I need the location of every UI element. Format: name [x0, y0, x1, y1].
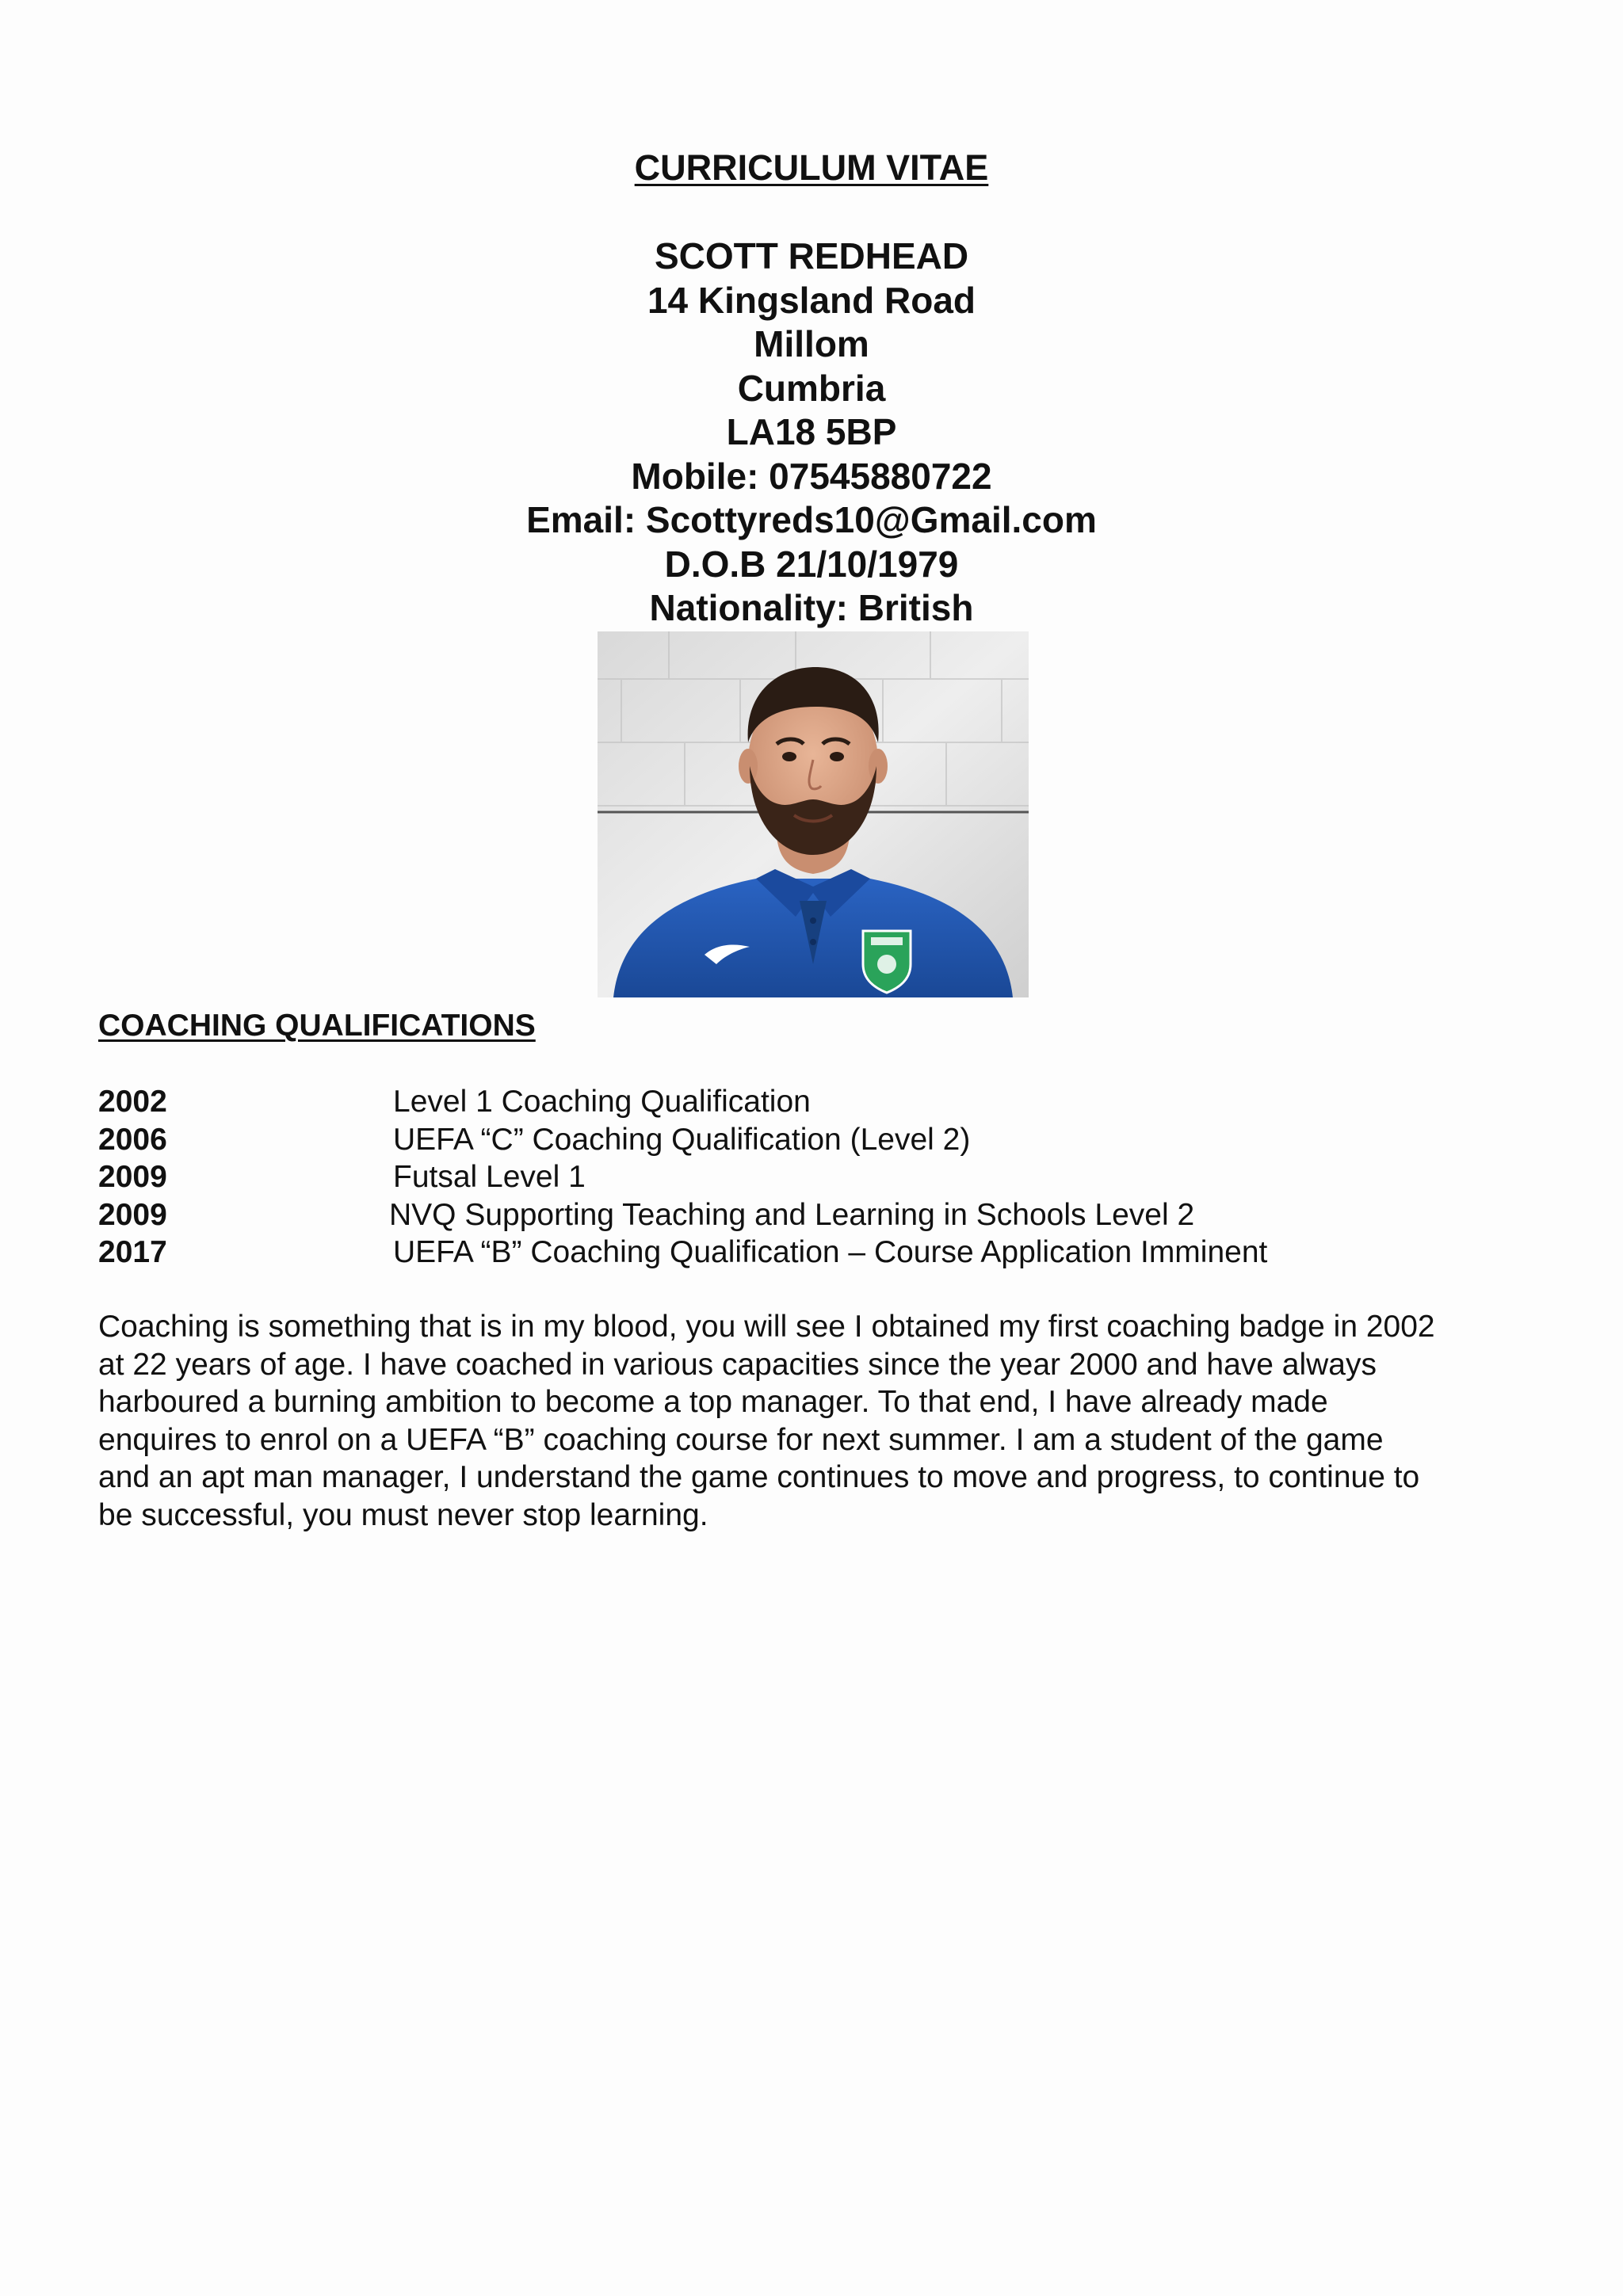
- statement-line: enquires to enrol on a UEFA “B” coaching course for next summer. I am a student of the game: [98, 1422, 1384, 1457]
- qualification-row: [98, 1196, 1541, 1234]
- qualification-title: UEFA “B” Coaching Qualification – Course Application Imminent: [393, 1235, 1268, 1269]
- qualification-title: UEFA “C” Coaching Qualification (Level 2): [393, 1122, 971, 1157]
- profile-photo: [598, 631, 1029, 997]
- qualification-row: [98, 1083, 1541, 1121]
- address-postcode: LA18 5BP: [726, 411, 897, 452]
- email-address: Email: Scottyreds10@Gmail.com: [526, 499, 1097, 540]
- qualification-year: 2009: [98, 1197, 167, 1232]
- address-county: Cumbria: [737, 367, 886, 409]
- mobile-number: Mobile: 07545880722: [631, 455, 992, 497]
- statement-line: harboured a burning ambition to become a top manager. To that end, I have already made: [98, 1385, 1328, 1419]
- qualification-row: [98, 1158, 1541, 1196]
- qualification-year: 2002: [98, 1085, 167, 1119]
- date-of-birth: D.O.B 21/10/1979: [664, 543, 959, 585]
- qualification-year: 2006: [98, 1122, 167, 1157]
- personal-details: [0, 235, 1623, 631]
- full-name: SCOTT REDHEAD: [654, 235, 969, 277]
- qualification-row: [98, 1234, 1541, 1272]
- statement-line: be successful, you must never stop learning.: [98, 1497, 708, 1532]
- statement-line: and an apt man manager, I understand the game continues to move and progress, to continue to: [98, 1460, 1420, 1494]
- qualification-year: 2017: [98, 1235, 167, 1269]
- qualifications-heading: COACHING QUALIFICATIONS: [98, 1009, 536, 1043]
- statement-line: at 22 years of age. I have coached in various capacities since the year 2000 and have always: [98, 1347, 1377, 1382]
- qualification-title: NVQ Supporting Teaching and Learning in Schools Level 2: [389, 1197, 1195, 1232]
- nationality: Nationality: British: [649, 587, 974, 628]
- document-title: CURRICULUM VITAE: [634, 147, 989, 188]
- profile-photo-illustration: [598, 631, 1029, 997]
- qualification-title: Level 1 Coaching Qualification: [393, 1085, 811, 1119]
- qualifications-list: [98, 1083, 1541, 1272]
- club-badge-icon: [863, 931, 911, 993]
- qualification-row: [98, 1121, 1541, 1159]
- statement-line: Coaching is something that is in my blood, you will see I obtained my first coaching badge in 2002: [98, 1310, 1435, 1344]
- qualification-year: 2009: [98, 1160, 167, 1194]
- address-street: 14 Kingsland Road: [647, 279, 976, 321]
- address-town: Millom: [754, 323, 869, 364]
- coaching-statement: [98, 1308, 1525, 1534]
- qualification-title: Futsal Level 1: [393, 1160, 586, 1194]
